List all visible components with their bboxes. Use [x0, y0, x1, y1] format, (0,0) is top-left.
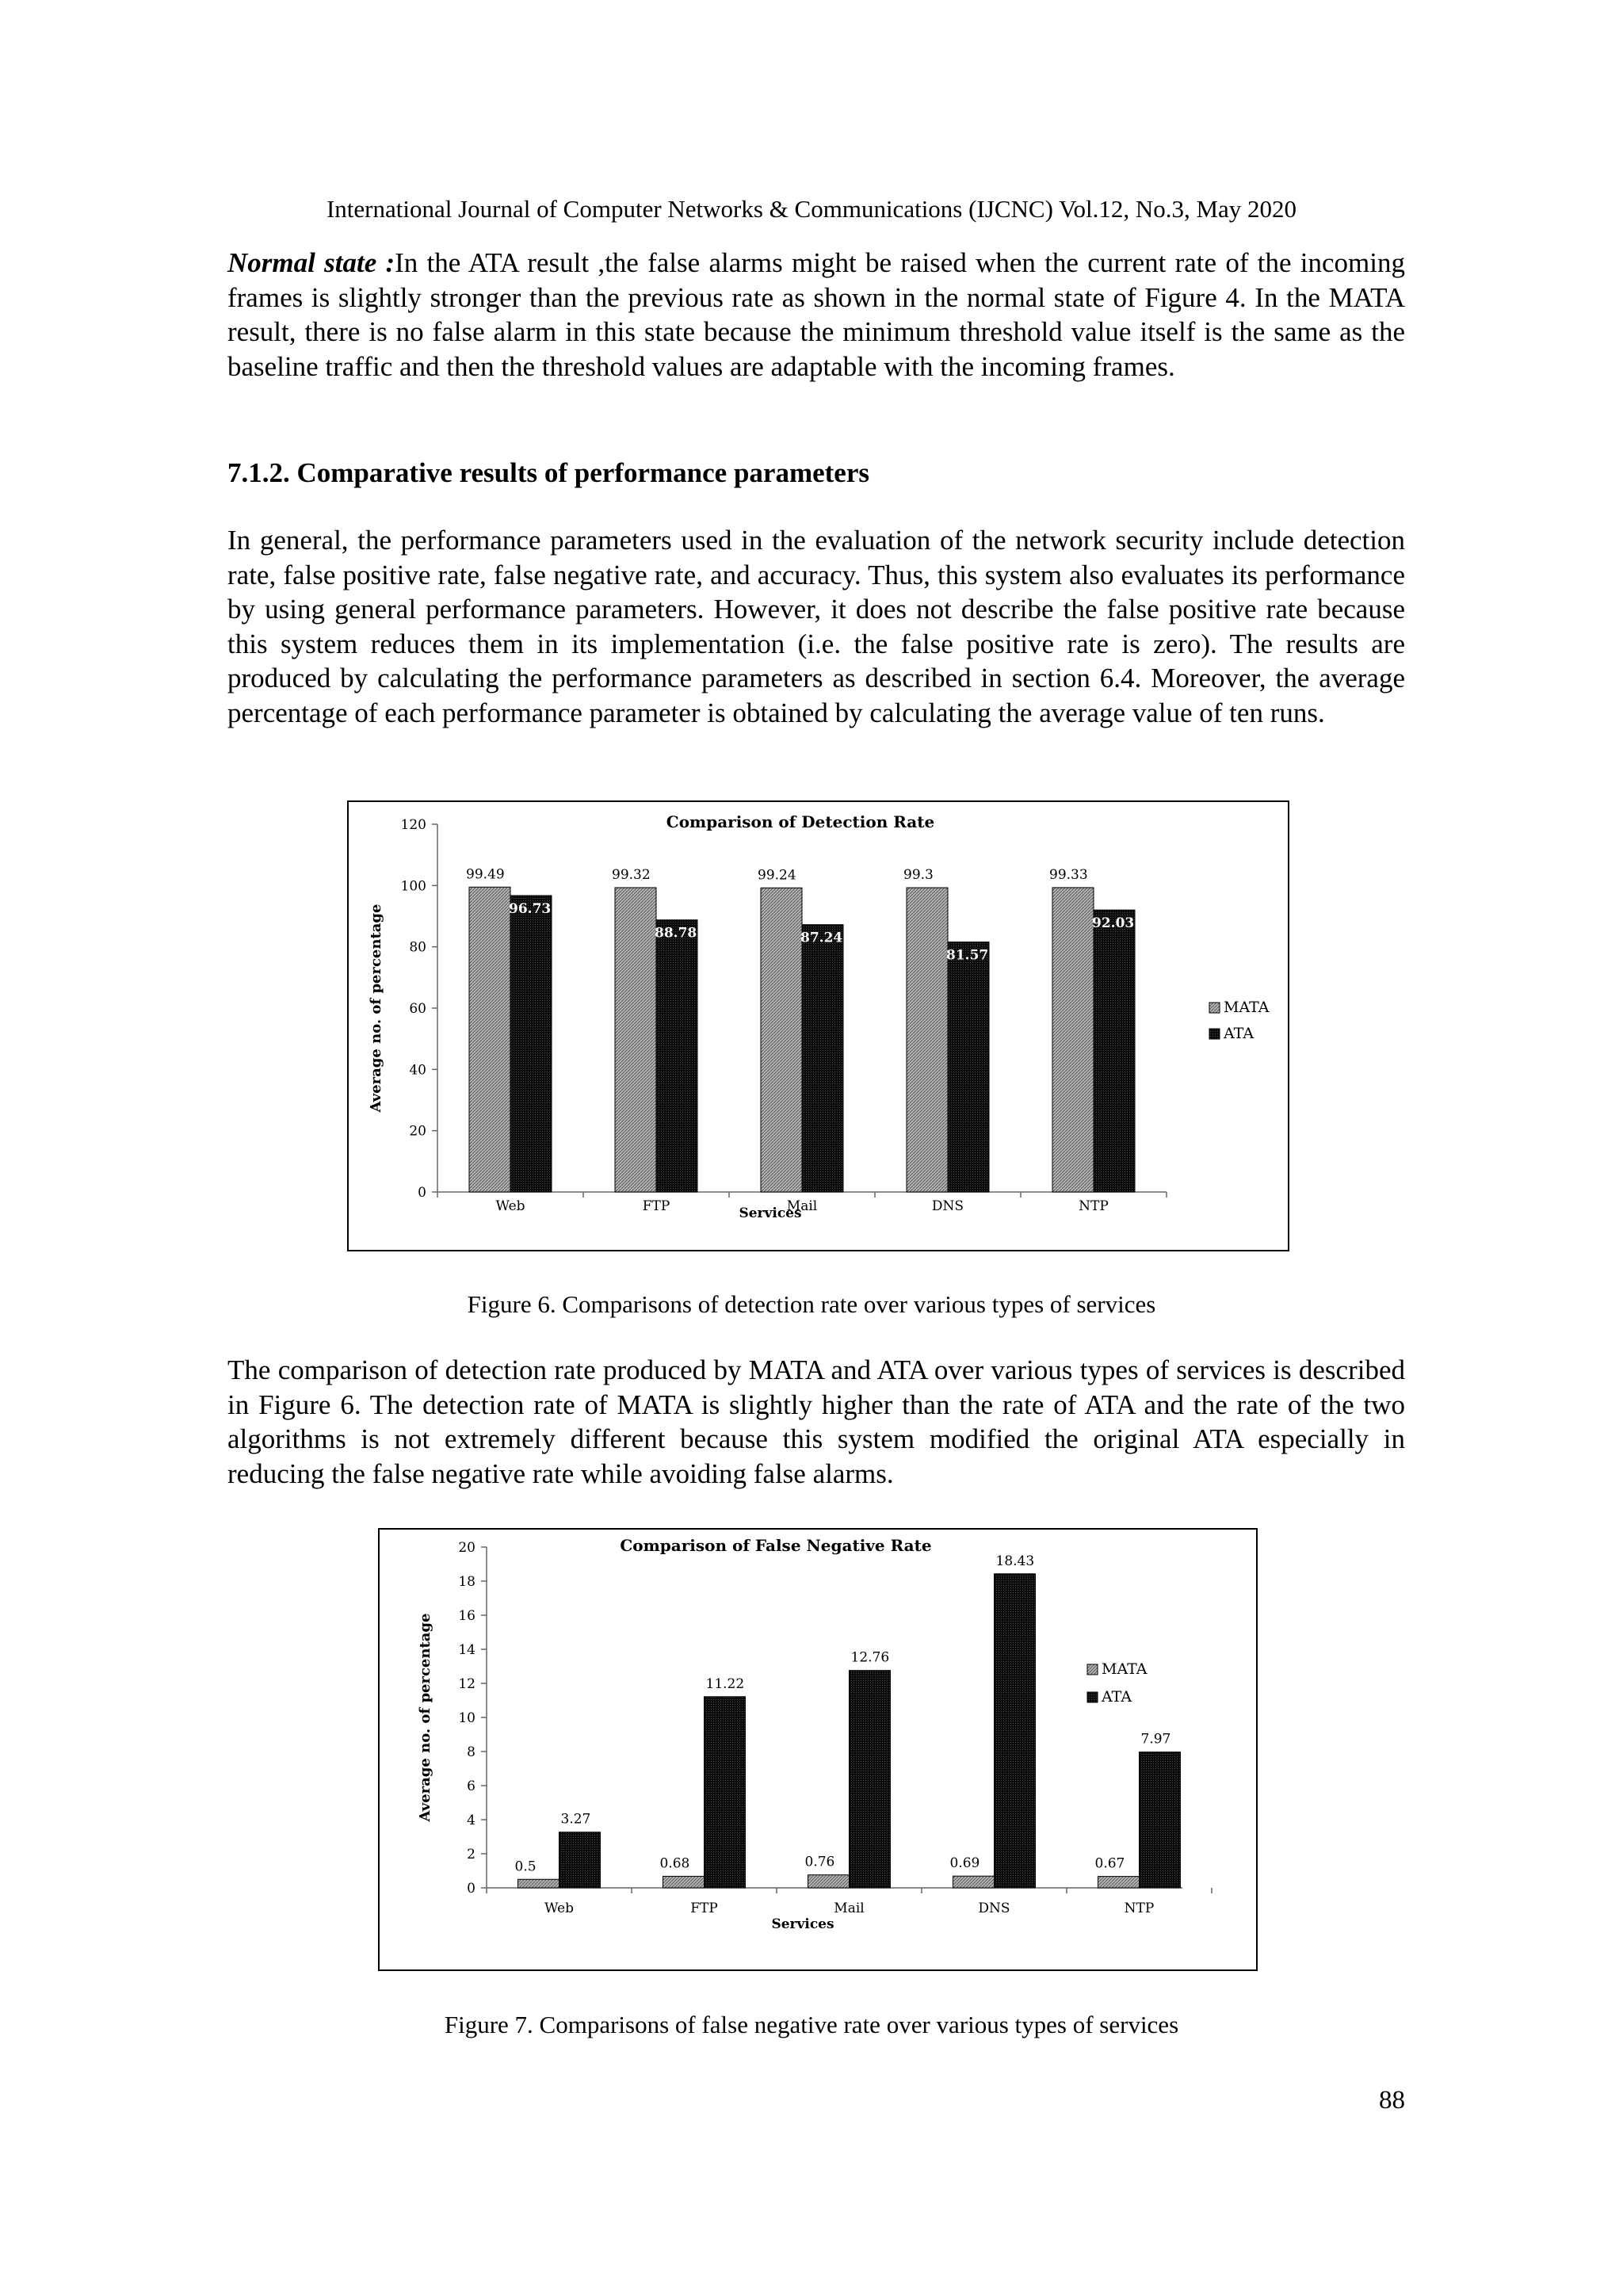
- y-tick-label: 120: [400, 817, 426, 833]
- y-axis-title: Average no. of percentage: [368, 904, 384, 1113]
- legend-label-ata: ATA: [1102, 1688, 1132, 1706]
- legend-swatch-ata: [1087, 1692, 1098, 1702]
- data-label-mata: 99.24: [758, 867, 796, 884]
- legend-label-mata: MATA: [1224, 999, 1270, 1016]
- bar-ata-mail: [802, 925, 843, 1192]
- data-label-mata: 0.68: [659, 1855, 690, 1872]
- data-label-ata: 3.27: [560, 1811, 591, 1828]
- x-axis-title: Services: [739, 1205, 802, 1221]
- figure-6-chart-frame: [347, 800, 1289, 1251]
- bar-mata-web: [518, 1879, 559, 1888]
- y-tick-label: 100: [400, 878, 426, 895]
- x-tick-label: Web: [544, 1901, 575, 1916]
- false-negative-rate-chart: [380, 1530, 1256, 1969]
- data-label-ata: 87.24: [800, 930, 843, 946]
- y-tick-label: 10: [458, 1710, 475, 1726]
- paragraph-text: In the ATA result ,the false alarms might be raised when the current rate of the incoming frames is slightly stronger than the previous rate as shown in the normal state of Figure 4. In the MATA result, there is no false alarm in this state because the minimum threshold value itself is the same as the baseline traffic and then the threshold values are adaptable with the incoming frames.: [227, 247, 1405, 382]
- y-tick-label: 20: [409, 1123, 426, 1140]
- x-tick-label: NTP: [1124, 1901, 1155, 1916]
- bar-ata-ntp: [1140, 1752, 1181, 1888]
- y-tick-label: 14: [458, 1642, 475, 1658]
- data-label-mata: 0.67: [1094, 1855, 1125, 1872]
- legend-label-ata: ATA: [1224, 1025, 1254, 1042]
- paragraph-detection: The comparison of detection rate produced by MATA and ATA over various types of services is described in Figure 6. The detection rate of MATA is slightly higher than the rate of ATA and the rate of the two algorithms is not extremely different because this system modified the original ATA especially in reducing the false negative rate while avoiding false alarms.: [227, 1354, 1405, 1489]
- figure-7-caption: Figure 7. Comparisons of false negative rate over various types of services: [444, 2011, 1179, 2038]
- y-tick-label: 0: [467, 1881, 475, 1897]
- bar-ata-ftp: [656, 920, 697, 1192]
- y-tick-label: 12: [458, 1676, 475, 1692]
- y-tick-label: 60: [409, 1001, 426, 1017]
- bar-mata-dns: [953, 1876, 995, 1888]
- x-tick-label: Mail: [834, 1901, 865, 1916]
- legend-swatch-ata: [1209, 1029, 1220, 1039]
- bar-ata-ftp: [705, 1697, 746, 1888]
- chart-title: Comparison of False Negative Rate: [620, 1536, 932, 1555]
- section-heading: 7.1.2. Comparative results of performance parameters: [227, 457, 869, 488]
- data-label-mata: 99.33: [1049, 866, 1088, 883]
- y-tick-label: 8: [467, 1744, 475, 1760]
- data-label-ata: 11.22: [705, 1675, 745, 1692]
- page-number: 88: [1379, 2086, 1405, 2115]
- y-tick-label: 40: [409, 1062, 426, 1079]
- data-label-ata: 18.43: [995, 1553, 1035, 1569]
- data-label-mata: 99.3: [903, 867, 934, 884]
- bar-mata-dns: [907, 888, 948, 1192]
- bar-mata-ntp: [1052, 888, 1094, 1192]
- running-header: International Journal of Computer Networks & Communications (IJCNC) Vol.12, No.3, May 2020: [326, 195, 1297, 223]
- x-tick-label: Web: [495, 1198, 525, 1214]
- y-tick-label: 20: [458, 1540, 475, 1556]
- legend-label-mata: MATA: [1102, 1660, 1148, 1678]
- figure-6-caption: Figure 6. Comparisons of detection rate over various types of services: [467, 1290, 1156, 1318]
- x-tick-label: DNS: [978, 1901, 1010, 1916]
- paragraph-performance: In general, the performance parameters used in the evaluation of the network security include detection rate, false positive rate, false negative rate, and accuracy. Thus, this system also evaluates its performance by using general performance parameters. However, it does not describe the false positive rate because this system reduces them in its implementation (i.e. the false positive rate is zero). The results are produced by calculating the performance parameters as described in section 6.4. Moreover, the average percentage of each performance parameter is obtained by calculating the average value of ten runs.: [227, 525, 1405, 728]
- x-tick-label: DNS: [931, 1198, 964, 1214]
- y-tick-label: 18: [458, 1574, 475, 1590]
- paragraph-normal-state: [227, 246, 1405, 384]
- bar-mata-web: [469, 887, 510, 1192]
- chart-title: Comparison of Detection Rate: [666, 812, 935, 831]
- bar-mata-ntp: [1098, 1877, 1140, 1888]
- data-label-ata: 12.76: [850, 1649, 890, 1666]
- y-tick-label: 4: [467, 1813, 475, 1828]
- data-label-mata: 99.49: [466, 866, 505, 883]
- paragraph-lead: Normal state :: [227, 247, 395, 278]
- bar-mata-ftp: [615, 888, 656, 1192]
- y-tick-label: 16: [458, 1608, 475, 1624]
- x-axis-title: Services: [771, 1916, 834, 1932]
- bar-mata-mail: [761, 888, 802, 1192]
- y-tick-label: 0: [418, 1185, 426, 1201]
- data-label-mata: 0.76: [804, 1854, 835, 1870]
- bar-mata-ftp: [663, 1876, 705, 1888]
- detection-rate-chart: [349, 802, 1288, 1250]
- figure-7-chart-frame: [378, 1528, 1258, 1971]
- bar-ata-mail: [850, 1671, 891, 1888]
- data-label-ata: 96.73: [509, 900, 552, 917]
- bar-ata-ntp: [1094, 910, 1135, 1192]
- legend-swatch-mata: [1087, 1664, 1098, 1675]
- data-label-ata: 81.57: [946, 947, 989, 964]
- bar-ata-web: [559, 1832, 601, 1888]
- y-tick-label: 2: [467, 1847, 475, 1862]
- bar-mata-mail: [808, 1875, 850, 1888]
- bar-ata-dns: [948, 942, 989, 1192]
- data-label-ata: 7.97: [1140, 1731, 1171, 1748]
- x-tick-label: NTP: [1079, 1198, 1109, 1214]
- data-label-mata: 0.69: [949, 1855, 980, 1872]
- bar-ata-dns: [995, 1574, 1036, 1888]
- data-label-ata: 92.03: [1092, 915, 1135, 932]
- data-label-mata: 99.32: [612, 866, 651, 883]
- legend-swatch-mata: [1209, 1003, 1220, 1013]
- data-label-ata: 88.78: [655, 925, 697, 942]
- data-label-mata: 0.5: [514, 1859, 537, 1875]
- x-tick-label: FTP: [690, 1901, 718, 1916]
- y-axis-title: Average no. of percentage: [417, 1613, 433, 1822]
- y-tick-label: 80: [409, 939, 426, 956]
- y-tick-label: 6: [467, 1778, 475, 1794]
- bar-ata-web: [510, 896, 552, 1192]
- x-tick-label: Mail: [786, 1198, 818, 1214]
- x-tick-label: FTP: [642, 1198, 670, 1214]
